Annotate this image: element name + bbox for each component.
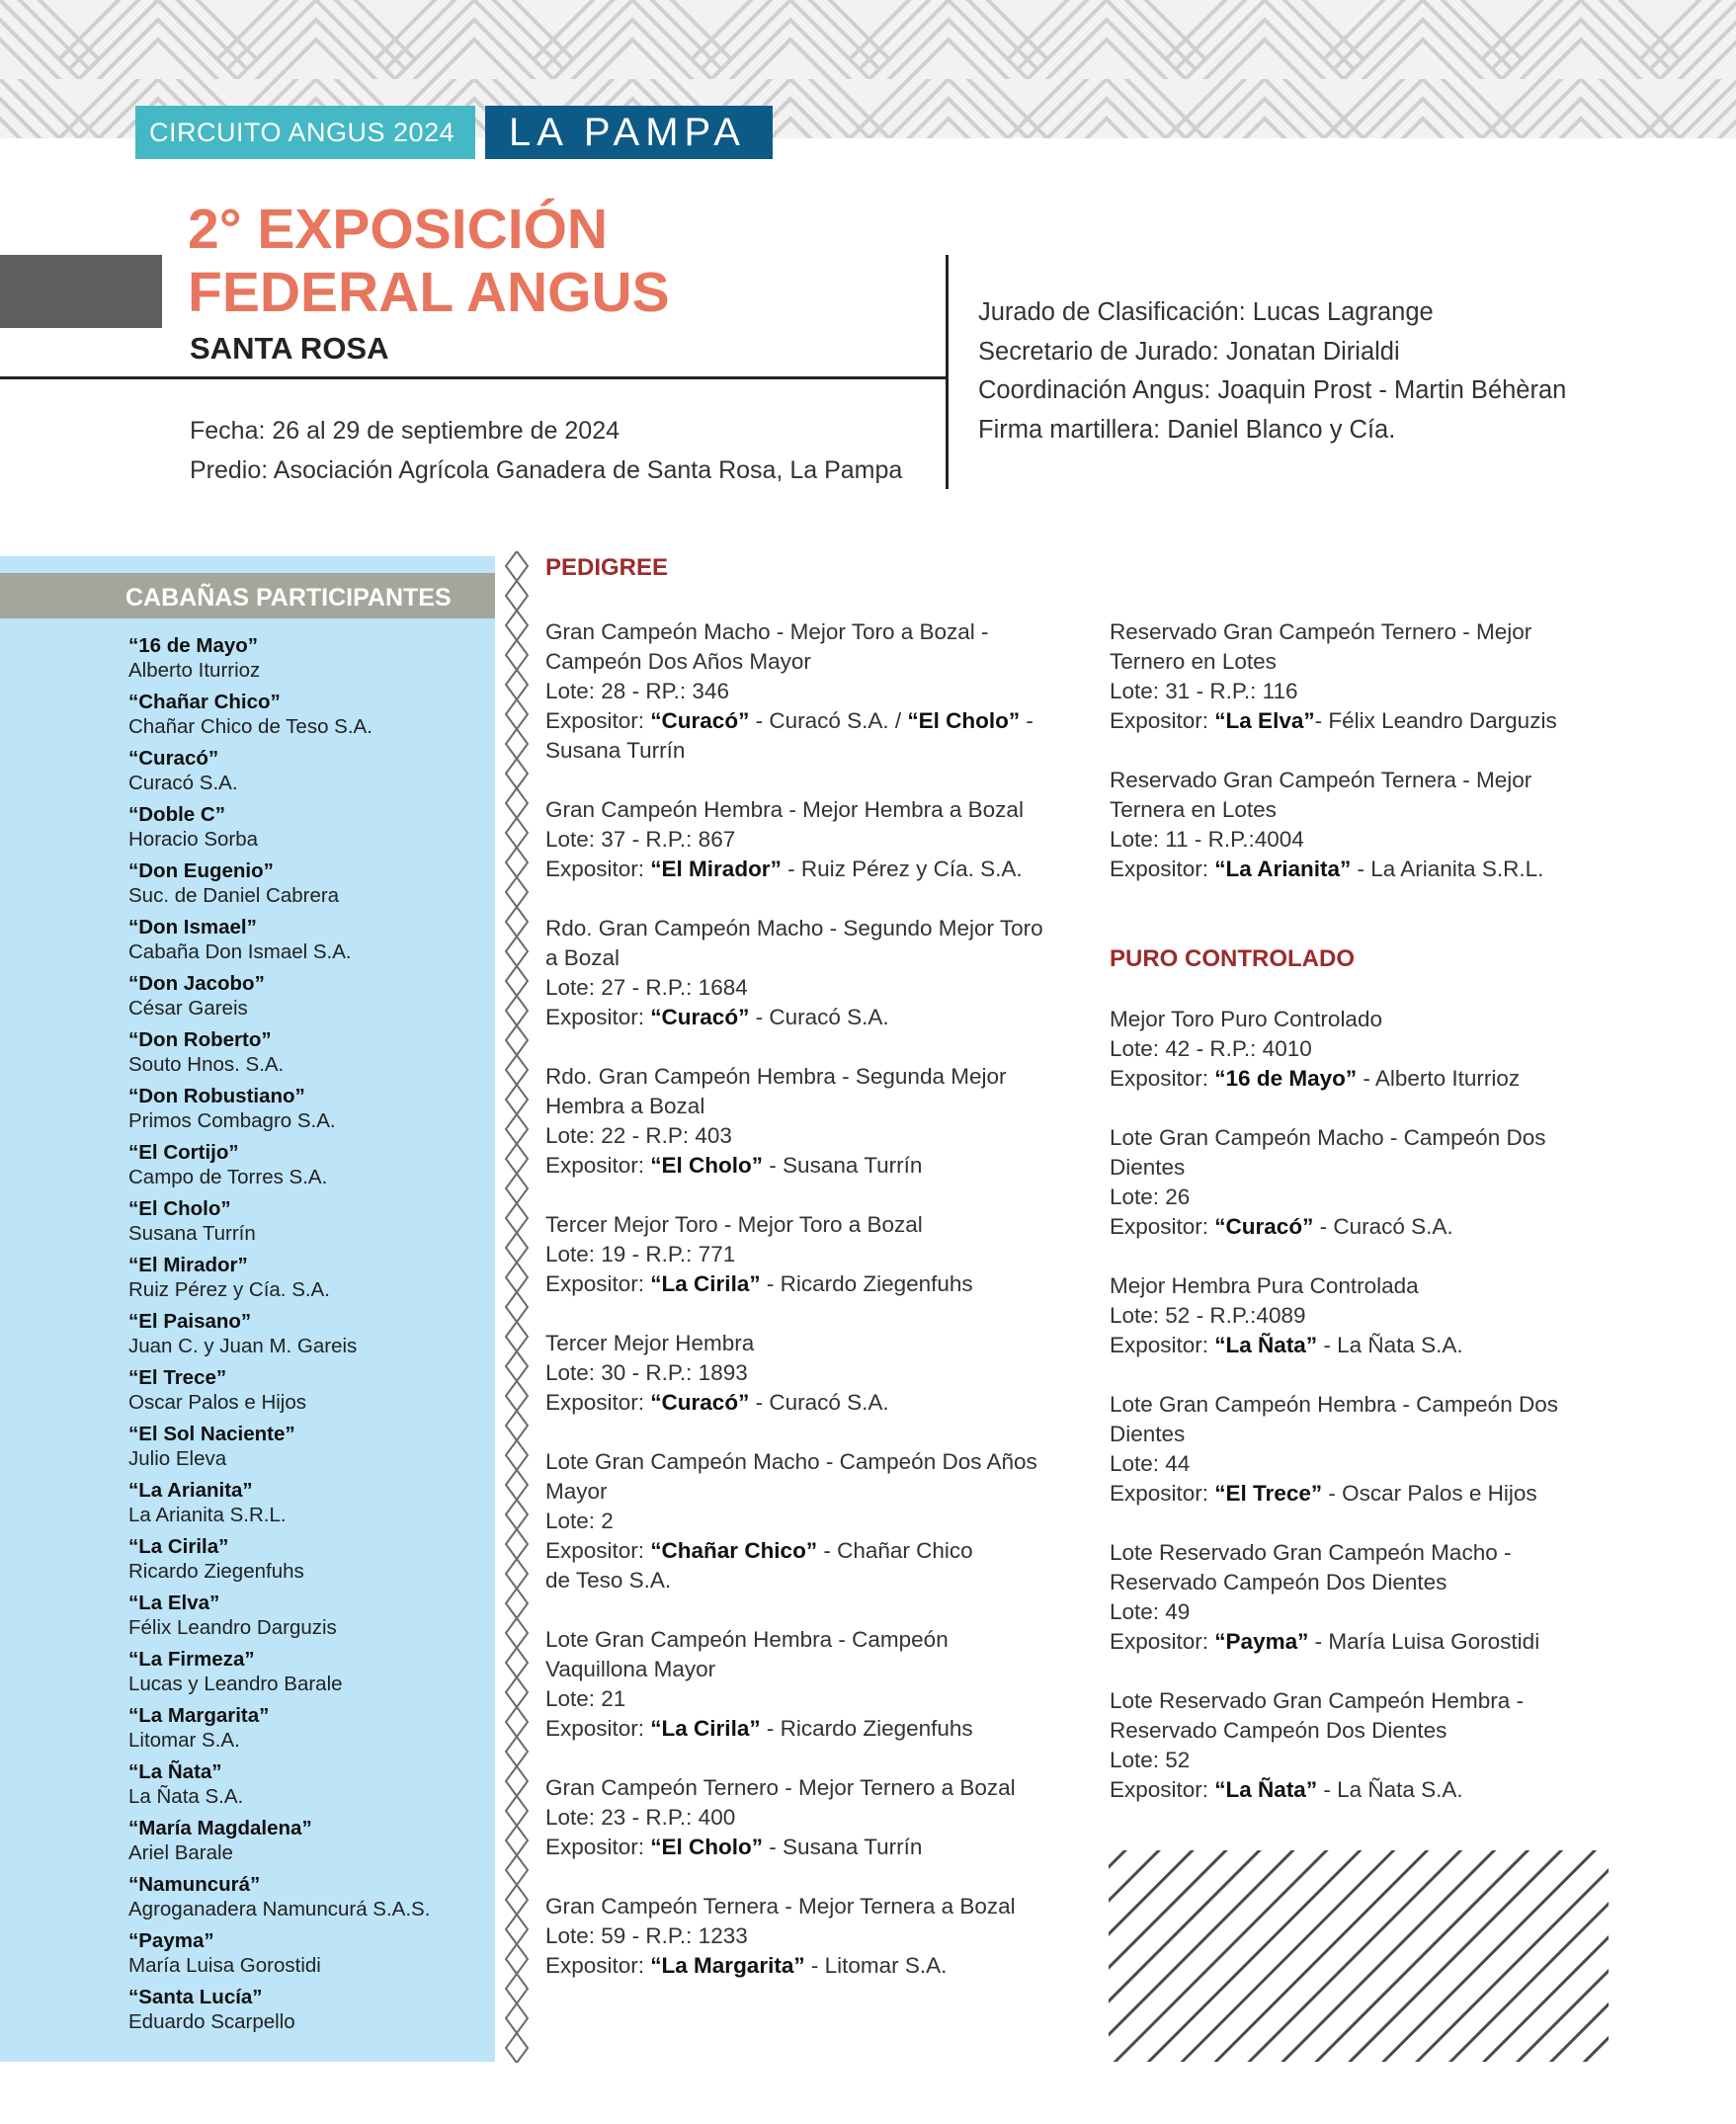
award-line: Mejor Toro Puro Controlado — [1110, 1007, 1382, 1031]
divider-diamond — [506, 670, 528, 699]
exhibitor-cabana: “El Trece” — [1214, 1481, 1323, 1506]
award-exhibitor — [545, 1003, 1079, 1032]
award-block — [545, 1773, 1079, 1862]
divider-diamond — [506, 1381, 528, 1411]
cabana-name: “La Ñata” — [128, 1760, 222, 1783]
award-line: Gran Campeón Ternera - Mejor Ternera a Bozal — [545, 1894, 1016, 1919]
award-line: Lote: 42 - R.P.: 4010 — [1110, 1036, 1312, 1061]
divider-diamond — [506, 1411, 528, 1440]
divider-diamond — [506, 1618, 528, 1648]
divider-diamond — [506, 1529, 528, 1559]
cabana-owner: Juan C. y Juan M. Gareis — [128, 1335, 358, 1357]
divider-diamond — [506, 1796, 528, 1826]
divider-diamond — [506, 1766, 528, 1796]
cabana-item — [128, 1928, 484, 1985]
diamond-chain-divider — [504, 551, 530, 2063]
award-exhibitor — [545, 855, 1079, 884]
exhibitor-cabana: “El Cholo” — [650, 1835, 764, 1859]
award-line: Lote: 59 - R.P.: 1233 — [545, 1923, 748, 1948]
cabana-item — [128, 1478, 484, 1534]
divider-diamond — [506, 937, 528, 966]
exhibitor-text: - Ricardo Ziegenfuhs — [760, 1271, 973, 1296]
cabana-item — [128, 1759, 484, 1816]
pedigree-column-1 — [545, 617, 1079, 2010]
exhibitor-text: - Ruiz Pérez y Cía. S.A. — [781, 857, 1023, 881]
cabana-name: “La Arianita” — [128, 1479, 253, 1502]
divider-diamond — [506, 1174, 528, 1203]
cabana-owner: María Luisa Gorostidi — [128, 1954, 321, 1977]
exhibitor-cabana: “16 de Mayo” — [1214, 1066, 1358, 1091]
award-line: Lote: 27 - R.P.: 1684 — [545, 975, 748, 1000]
cabana-name: “El Trece” — [128, 1366, 227, 1389]
exhibitor-text: - Chañar Chico — [817, 1538, 973, 1563]
award-line: Lote: 37 - R.P.: 867 — [545, 827, 736, 852]
exhibitor-text: Expositor: — [545, 1835, 651, 1859]
cabana-item — [128, 1534, 484, 1591]
award-line: Ternera en Lotes — [1110, 797, 1277, 822]
cabana-owner: La Ñata S.A. — [128, 1785, 244, 1808]
award-block — [545, 1447, 1079, 1595]
award-line: Lote: 52 — [1110, 1748, 1191, 1772]
award-exhibitor — [545, 1714, 1079, 1744]
award-line: Vaquillona Mayor — [545, 1657, 716, 1681]
accent-bar — [0, 255, 162, 328]
divider-diamond — [506, 2033, 528, 2063]
cabana-name: “El Cholo” — [128, 1197, 231, 1220]
award-line: Tercer Mejor Toro - Mejor Toro a Bozal — [545, 1212, 923, 1237]
cabana-name: “Don Jacobo” — [128, 972, 265, 995]
cabana-owner: Agroganadera Namuncurá S.A.S. — [128, 1898, 431, 1920]
cabana-owner: Campo de Torres S.A. — [128, 1166, 328, 1188]
cabana-item — [128, 915, 484, 971]
exhibitor-text: Expositor: — [545, 1390, 651, 1415]
award-line: Gran Campeón Hembra - Mejor Hembra a Bozal — [545, 797, 1024, 822]
cabana-name: “Namuncurá” — [128, 1873, 261, 1896]
award-line: Lote Gran Campeón Hembra - Campeón — [545, 1627, 949, 1652]
divider-diamond — [506, 1707, 528, 1737]
cabana-owner: Chañar Chico de Teso S.A. — [128, 715, 372, 738]
divider-diamond — [506, 1559, 528, 1589]
award-exhibitor — [1110, 855, 1663, 884]
award-block — [545, 1625, 1079, 1744]
exhibitor-text: Expositor: — [545, 1153, 651, 1178]
divider-diamond — [506, 1915, 528, 1944]
cabana-owner: Ricardo Ziegenfuhs — [128, 1560, 304, 1583]
award-block — [1110, 1538, 1663, 1657]
exhibitor-text: - Curacó S.A. — [1313, 1214, 1453, 1239]
award-line: Mejor Hembra Pura Controlada — [1110, 1273, 1419, 1298]
cabana-owner: Horacio Sorba — [128, 828, 259, 851]
award-line: Lote: 19 - R.P.: 771 — [545, 1242, 736, 1266]
cabana-name: “El Sol Naciente” — [128, 1423, 295, 1445]
divider-diamond — [506, 1025, 528, 1055]
cabana-owner: Alberto Iturrioz — [128, 659, 261, 682]
exhibitor-cabana: “Payma” — [1214, 1629, 1309, 1654]
divider-diamond — [506, 1055, 528, 1085]
award-line: Lote: 28 - RP.: 346 — [545, 679, 729, 703]
divider-diamond — [506, 818, 528, 848]
award-exhibitor — [545, 1951, 1079, 1981]
jury-auction: Firma martillera: Daniel Blanco y Cía. — [978, 415, 1396, 444]
divider-diamond — [506, 611, 528, 640]
cabana-name: “María Magdalena” — [128, 1817, 312, 1839]
divider-diamond — [506, 729, 528, 759]
divider-diamond — [506, 1144, 528, 1174]
award-line: Mayor — [545, 1479, 608, 1504]
award-line: Lote Reservado Gran Campeón Hembra - — [1110, 1688, 1524, 1713]
award-exhibitor — [545, 1388, 1079, 1418]
cabana-item — [128, 1647, 484, 1703]
divider-diamond — [506, 699, 528, 729]
exhibitor-text: Expositor: — [1110, 708, 1215, 733]
exhibitor-text: - Alberto Iturrioz — [1357, 1066, 1521, 1091]
award-exhibitor — [545, 1269, 1079, 1299]
exhibitor-text: Expositor: — [1110, 857, 1215, 881]
cabana-item — [128, 746, 484, 802]
event-info — [190, 411, 902, 490]
cabana-name: “Payma” — [128, 1929, 214, 1952]
award-line: Lote Gran Campeón Hembra - Campeón Dos — [1110, 1392, 1558, 1417]
award-block — [545, 1062, 1079, 1181]
award-line: a Bozal — [545, 945, 620, 970]
award-exhibitor — [545, 1536, 1079, 1566]
divider-diamond — [506, 1648, 528, 1677]
award-line: Ternero en Lotes — [1110, 649, 1277, 674]
exhibitor-text: Expositor: — [1110, 1214, 1215, 1239]
region-tag: LA PAMPA — [485, 106, 773, 159]
award-exhibitor — [1110, 1775, 1663, 1805]
award-exhibitor — [545, 1833, 1079, 1862]
exhibitor-cabana: “La Ñata” — [1214, 1777, 1318, 1802]
cabana-owner: Susana Turrín — [128, 1222, 256, 1245]
award-exhibitor — [545, 706, 1079, 736]
cabanas-list — [128, 633, 484, 2041]
cabana-item — [128, 1253, 484, 1309]
award-line: Dientes — [1110, 1422, 1186, 1446]
award-block — [1110, 1686, 1663, 1805]
exhibitor-text: Expositor: — [545, 1953, 651, 1978]
exhibitor-text: Expositor: — [1110, 1481, 1215, 1506]
award-line: Lote Reservado Gran Campeón Macho - — [1110, 1540, 1512, 1565]
sidebar-heading: CABAÑAS PARTICIPANTES — [0, 573, 495, 618]
award-exhibitor — [545, 1151, 1079, 1181]
divider-diamond — [506, 2003, 528, 2033]
divider-diamond — [506, 1351, 528, 1381]
award-block — [545, 914, 1079, 1032]
cabana-owner: Souto Hnos. S.A. — [128, 1053, 285, 1076]
exhibitor-text: - Susana Turrín — [763, 1835, 923, 1859]
award-line: Rdo. Gran Campeón Macho - Segundo Mejor Toro — [545, 916, 1043, 940]
cabana-name: “La Margarita” — [128, 1704, 270, 1727]
exhibitor-text: Expositor: — [545, 1716, 651, 1741]
exhibitor-text: Expositor: — [1110, 1066, 1215, 1091]
cabana-owner: La Arianita S.R.L. — [128, 1504, 287, 1526]
cabana-name: “La Cirila” — [128, 1535, 229, 1558]
cabana-item — [128, 633, 484, 690]
award-exhibitor — [1110, 706, 1663, 736]
divider-diamond — [506, 1292, 528, 1322]
award-line: Lote: 26 — [1110, 1185, 1191, 1209]
award-exhibitor — [1110, 1064, 1663, 1094]
award-line: Lote: 21 — [545, 1686, 626, 1711]
cabana-item — [128, 1196, 484, 1253]
award-exhibitor — [1110, 1627, 1663, 1657]
divider-diamond — [506, 1203, 528, 1233]
exhibitor-text: - Curacó S.A. — [749, 1390, 889, 1415]
exhibitor-text: - Félix Leandro Darguzis — [1314, 708, 1557, 733]
divider-diamond — [506, 996, 528, 1025]
cabana-owner: Eduardo Scarpello — [128, 2010, 295, 2033]
exhibitor-cabana: “Chañar Chico” — [650, 1538, 818, 1563]
divider-diamond — [506, 1263, 528, 1292]
divider-diamond — [506, 1885, 528, 1915]
cabana-name: “16 de Mayo” — [128, 634, 259, 657]
cabana-item — [128, 1591, 484, 1647]
exhibitor-text: Expositor: — [545, 1005, 651, 1029]
cabana-item — [128, 1422, 484, 1478]
award-line: Tercer Mejor Hembra — [545, 1331, 755, 1355]
award-block — [1110, 1390, 1663, 1509]
award-line: Lote: 52 - R.P.:4089 — [1110, 1303, 1306, 1328]
award-line: Lote Gran Campeón Macho - Campeón Dos Años — [545, 1449, 1037, 1474]
award-line: Lote: 2 — [545, 1509, 614, 1533]
divider-diamond — [506, 640, 528, 670]
exhibitor-cabana: “Curacó” — [650, 708, 750, 733]
cabana-name: “Curacó” — [128, 747, 219, 770]
cabana-owner: Curacó S.A. — [128, 772, 238, 794]
award-line: Rdo. Gran Campeón Hembra - Segunda Mejor — [545, 1064, 1007, 1089]
cabana-name: “Don Robustiano” — [128, 1085, 305, 1107]
award-exhibitor — [1110, 1212, 1663, 1242]
exhibitor-text: - Litomar S.A. — [804, 1953, 948, 1978]
divider-diamond — [506, 1322, 528, 1351]
divider-diamond — [506, 1826, 528, 1855]
event-date: Fecha: 26 al 29 de septiembre de 2024 — [190, 417, 620, 445]
exhibitor-text: Expositor: — [545, 708, 651, 733]
exhibitor-cabana: “La Cirila” — [650, 1716, 761, 1741]
exhibitor-text: Expositor: — [1110, 1629, 1215, 1654]
award-line: Campeón Dos Años Mayor — [545, 649, 811, 674]
cabana-owner: Lucas y Leandro Barale — [128, 1673, 343, 1695]
cabana-item — [128, 1985, 484, 2041]
exhibitor-text: Expositor: — [545, 1271, 651, 1296]
award-block — [545, 1892, 1079, 1981]
divider-diamond — [506, 1500, 528, 1529]
divider-diamond — [506, 1440, 528, 1470]
award-line: Susana Turrín — [545, 738, 686, 763]
exhibitor-text: Expositor: — [545, 857, 651, 881]
cabana-item — [128, 802, 484, 858]
divider-diamond — [506, 1677, 528, 1707]
award-line: Reservado Campeón Dos Dientes — [1110, 1718, 1447, 1743]
cabana-item — [128, 1872, 484, 1928]
award-line: Lote: 49 — [1110, 1599, 1191, 1624]
exhibitor-text: - La Arianita S.R.L. — [1351, 857, 1544, 881]
cabana-item — [128, 1027, 484, 1084]
divider-diamond — [506, 1974, 528, 2003]
award-line: Lote: 22 - R.P: 403 — [545, 1123, 732, 1148]
divider-diamond — [506, 1855, 528, 1885]
divider-diamond — [506, 551, 528, 581]
cabana-name: “El Cortijo” — [128, 1141, 239, 1164]
jury-info — [978, 293, 1566, 449]
event-venue: Predio: Asociación Agrícola Ganadera de Santa Rosa, La Pampa — [190, 456, 903, 484]
cabana-name: “La Firmeza” — [128, 1648, 255, 1671]
exhibitor-text: Expositor: — [545, 1538, 651, 1563]
jury-classification: Jurado de Clasificación: Lucas Lagrange — [978, 298, 1434, 326]
divider-diamond — [506, 1233, 528, 1263]
cabana-item — [128, 858, 484, 915]
cabana-owner: Suc. de Daniel Cabrera — [128, 884, 340, 907]
cabana-item — [128, 1140, 484, 1196]
cabana-owner: Julio Eleva — [128, 1447, 227, 1470]
award-block — [545, 795, 1079, 884]
exhibitor-cabana: “La Margarita” — [650, 1953, 805, 1978]
cabana-name: “Doble C” — [128, 803, 225, 826]
award-block — [545, 1210, 1079, 1299]
exhibitor-text: - Ricardo Ziegenfuhs — [760, 1716, 973, 1741]
exhibitor-text: - La Ñata S.A. — [1317, 1777, 1463, 1802]
exhibitor-cabana: “La Arianita” — [1214, 857, 1352, 881]
event-city: SANTA ROSA — [190, 331, 389, 366]
exhibitor-cabana: “El Cholo” — [907, 708, 1021, 733]
cabana-name: “Chañar Chico” — [128, 691, 281, 713]
award-line: Reservado Gran Campeón Ternera - Mejor — [1110, 768, 1532, 792]
award-block — [1110, 1005, 1663, 1094]
divider-diamond — [506, 1114, 528, 1144]
event-title-line1: 2° EXPOSICIÓN — [188, 198, 609, 261]
event-title-line2: FEDERAL ANGUS — [188, 261, 670, 324]
divider-diamond — [506, 848, 528, 877]
divider-diamond — [506, 1944, 528, 1974]
cabana-owner: Ruiz Pérez y Cía. S.A. — [128, 1278, 330, 1301]
award-block — [545, 617, 1079, 766]
cabana-owner: César Gareis — [128, 997, 248, 1020]
event-title — [188, 198, 670, 324]
exhibitor-cabana: “La Ñata” — [1214, 1333, 1318, 1357]
exhibitor-cabana: “El Mirador” — [650, 857, 782, 881]
divider-diamond — [506, 759, 528, 788]
cabana-item — [128, 1084, 484, 1140]
cabana-name: “El Mirador” — [128, 1254, 248, 1276]
award-line: Lote: 31 - R.P.: 116 — [1110, 679, 1298, 703]
cabana-name: “La Elva” — [128, 1592, 220, 1614]
exhibitor-cabana: “Curacó” — [650, 1005, 750, 1029]
award-line: Lote Gran Campeón Macho - Campeón Dos — [1110, 1125, 1546, 1150]
cabana-owner: Ariel Barale — [128, 1841, 233, 1864]
divider-diamond — [506, 1589, 528, 1618]
cabana-owner: Cabaña Don Ismael S.A. — [128, 940, 352, 963]
cabana-item — [128, 1703, 484, 1759]
exhibitor-cabana: “Curacó” — [650, 1390, 750, 1415]
cabana-name: “Santa Lucía” — [128, 1986, 263, 2008]
exhibitor-cabana: “La Cirila” — [650, 1271, 761, 1296]
award-exhibitor — [1110, 1331, 1663, 1360]
circuit-tag: CIRCUITO ANGUS 2024 — [135, 106, 475, 159]
cabana-item — [128, 690, 484, 746]
cabana-owner: Félix Leandro Darguzis — [128, 1616, 337, 1639]
exhibitor-cabana: “El Cholo” — [650, 1153, 764, 1178]
exhibitor-text: - Curacó S.A. / — [749, 708, 908, 733]
jury-secretary: Secretario de Jurado: Jonatan Dirialdi — [978, 337, 1400, 366]
exhibitor-text: - María Luisa Gorostidi — [1308, 1629, 1540, 1654]
award-block — [1110, 766, 1663, 884]
award-line: Reservado Gran Campeón Ternero - Mejor — [1110, 619, 1532, 644]
exhibitor-text: - La Ñata S.A. — [1317, 1333, 1463, 1357]
exhibitor-text: - Curacó S.A. — [749, 1005, 889, 1029]
award-line: Gran Campeón Macho - Mejor Toro a Bozal - — [545, 619, 989, 644]
award-block — [1110, 1123, 1663, 1242]
divider-diamond — [506, 907, 528, 937]
exhibitor-text: - — [1020, 708, 1033, 733]
award-line: Gran Campeón Ternero - Mejor Ternero a Bozal — [545, 1775, 1016, 1800]
award-block — [1110, 617, 1663, 736]
divider-diamond — [506, 1470, 528, 1500]
exhibitor-text: Expositor: — [1110, 1333, 1215, 1357]
divider-diamond — [506, 877, 528, 907]
pedigree-column-2 — [1110, 617, 1663, 914]
cabana-owner: Litomar S.A. — [128, 1729, 240, 1752]
divider-diamond — [506, 1085, 528, 1114]
award-line: Lote: 23 - R.P.: 400 — [545, 1805, 736, 1830]
award-block — [1110, 1271, 1663, 1360]
exhibitor-cabana: “La Elva” — [1214, 708, 1315, 733]
puro-controlado-heading: PURO CONTROLADO — [1110, 945, 1355, 972]
award-line: Reservado Campeón Dos Dientes — [1110, 1570, 1447, 1594]
award-line: Lote: 30 - R.P.: 1893 — [545, 1360, 748, 1385]
cabana-name: “Don Eugenio” — [128, 859, 274, 882]
cabana-owner: Primos Combagro S.A. — [128, 1109, 336, 1132]
exhibitor-text: - Oscar Palos e Hijos — [1322, 1481, 1537, 1506]
divider-diamond — [506, 788, 528, 818]
puro-controlado-column — [1110, 1005, 1663, 1835]
cabana-name: “Don Roberto” — [128, 1028, 272, 1051]
divider-diamond — [506, 966, 528, 996]
award-line: Dientes — [1110, 1155, 1186, 1180]
exhibitor-text: Expositor: — [1110, 1777, 1215, 1802]
cabana-name: “El Paisano” — [128, 1310, 252, 1333]
header-divider — [0, 376, 949, 379]
jury-coordination: Coordinación Angus: Joaquin Prost - Martin Béhèran — [978, 376, 1567, 404]
header-vertical-divider — [946, 255, 949, 489]
pedigree-heading: PEDIGREE — [545, 554, 669, 581]
cabana-item — [128, 1816, 484, 1872]
award-line: de Teso S.A. — [545, 1568, 672, 1593]
cabana-owner: Oscar Palos e Hijos — [128, 1391, 307, 1414]
cabana-item — [128, 1309, 484, 1365]
award-line: Lote: 44 — [1110, 1451, 1191, 1476]
award-exhibitor — [1110, 1479, 1663, 1509]
cabana-item — [128, 1365, 484, 1422]
award-block — [545, 1329, 1079, 1418]
exhibitor-text: - Susana Turrín — [763, 1153, 923, 1178]
award-line: Hembra a Bozal — [545, 1094, 705, 1118]
divider-diamond — [506, 1737, 528, 1766]
award-line: Lote: 11 - R.P.:4004 — [1110, 827, 1304, 852]
hatch-pattern-footer — [1109, 1850, 1609, 2062]
exhibitor-cabana: “Curacó” — [1214, 1214, 1314, 1239]
divider-diamond — [506, 581, 528, 611]
cabana-item — [128, 971, 484, 1027]
cabana-name: “Don Ismael” — [128, 916, 257, 939]
